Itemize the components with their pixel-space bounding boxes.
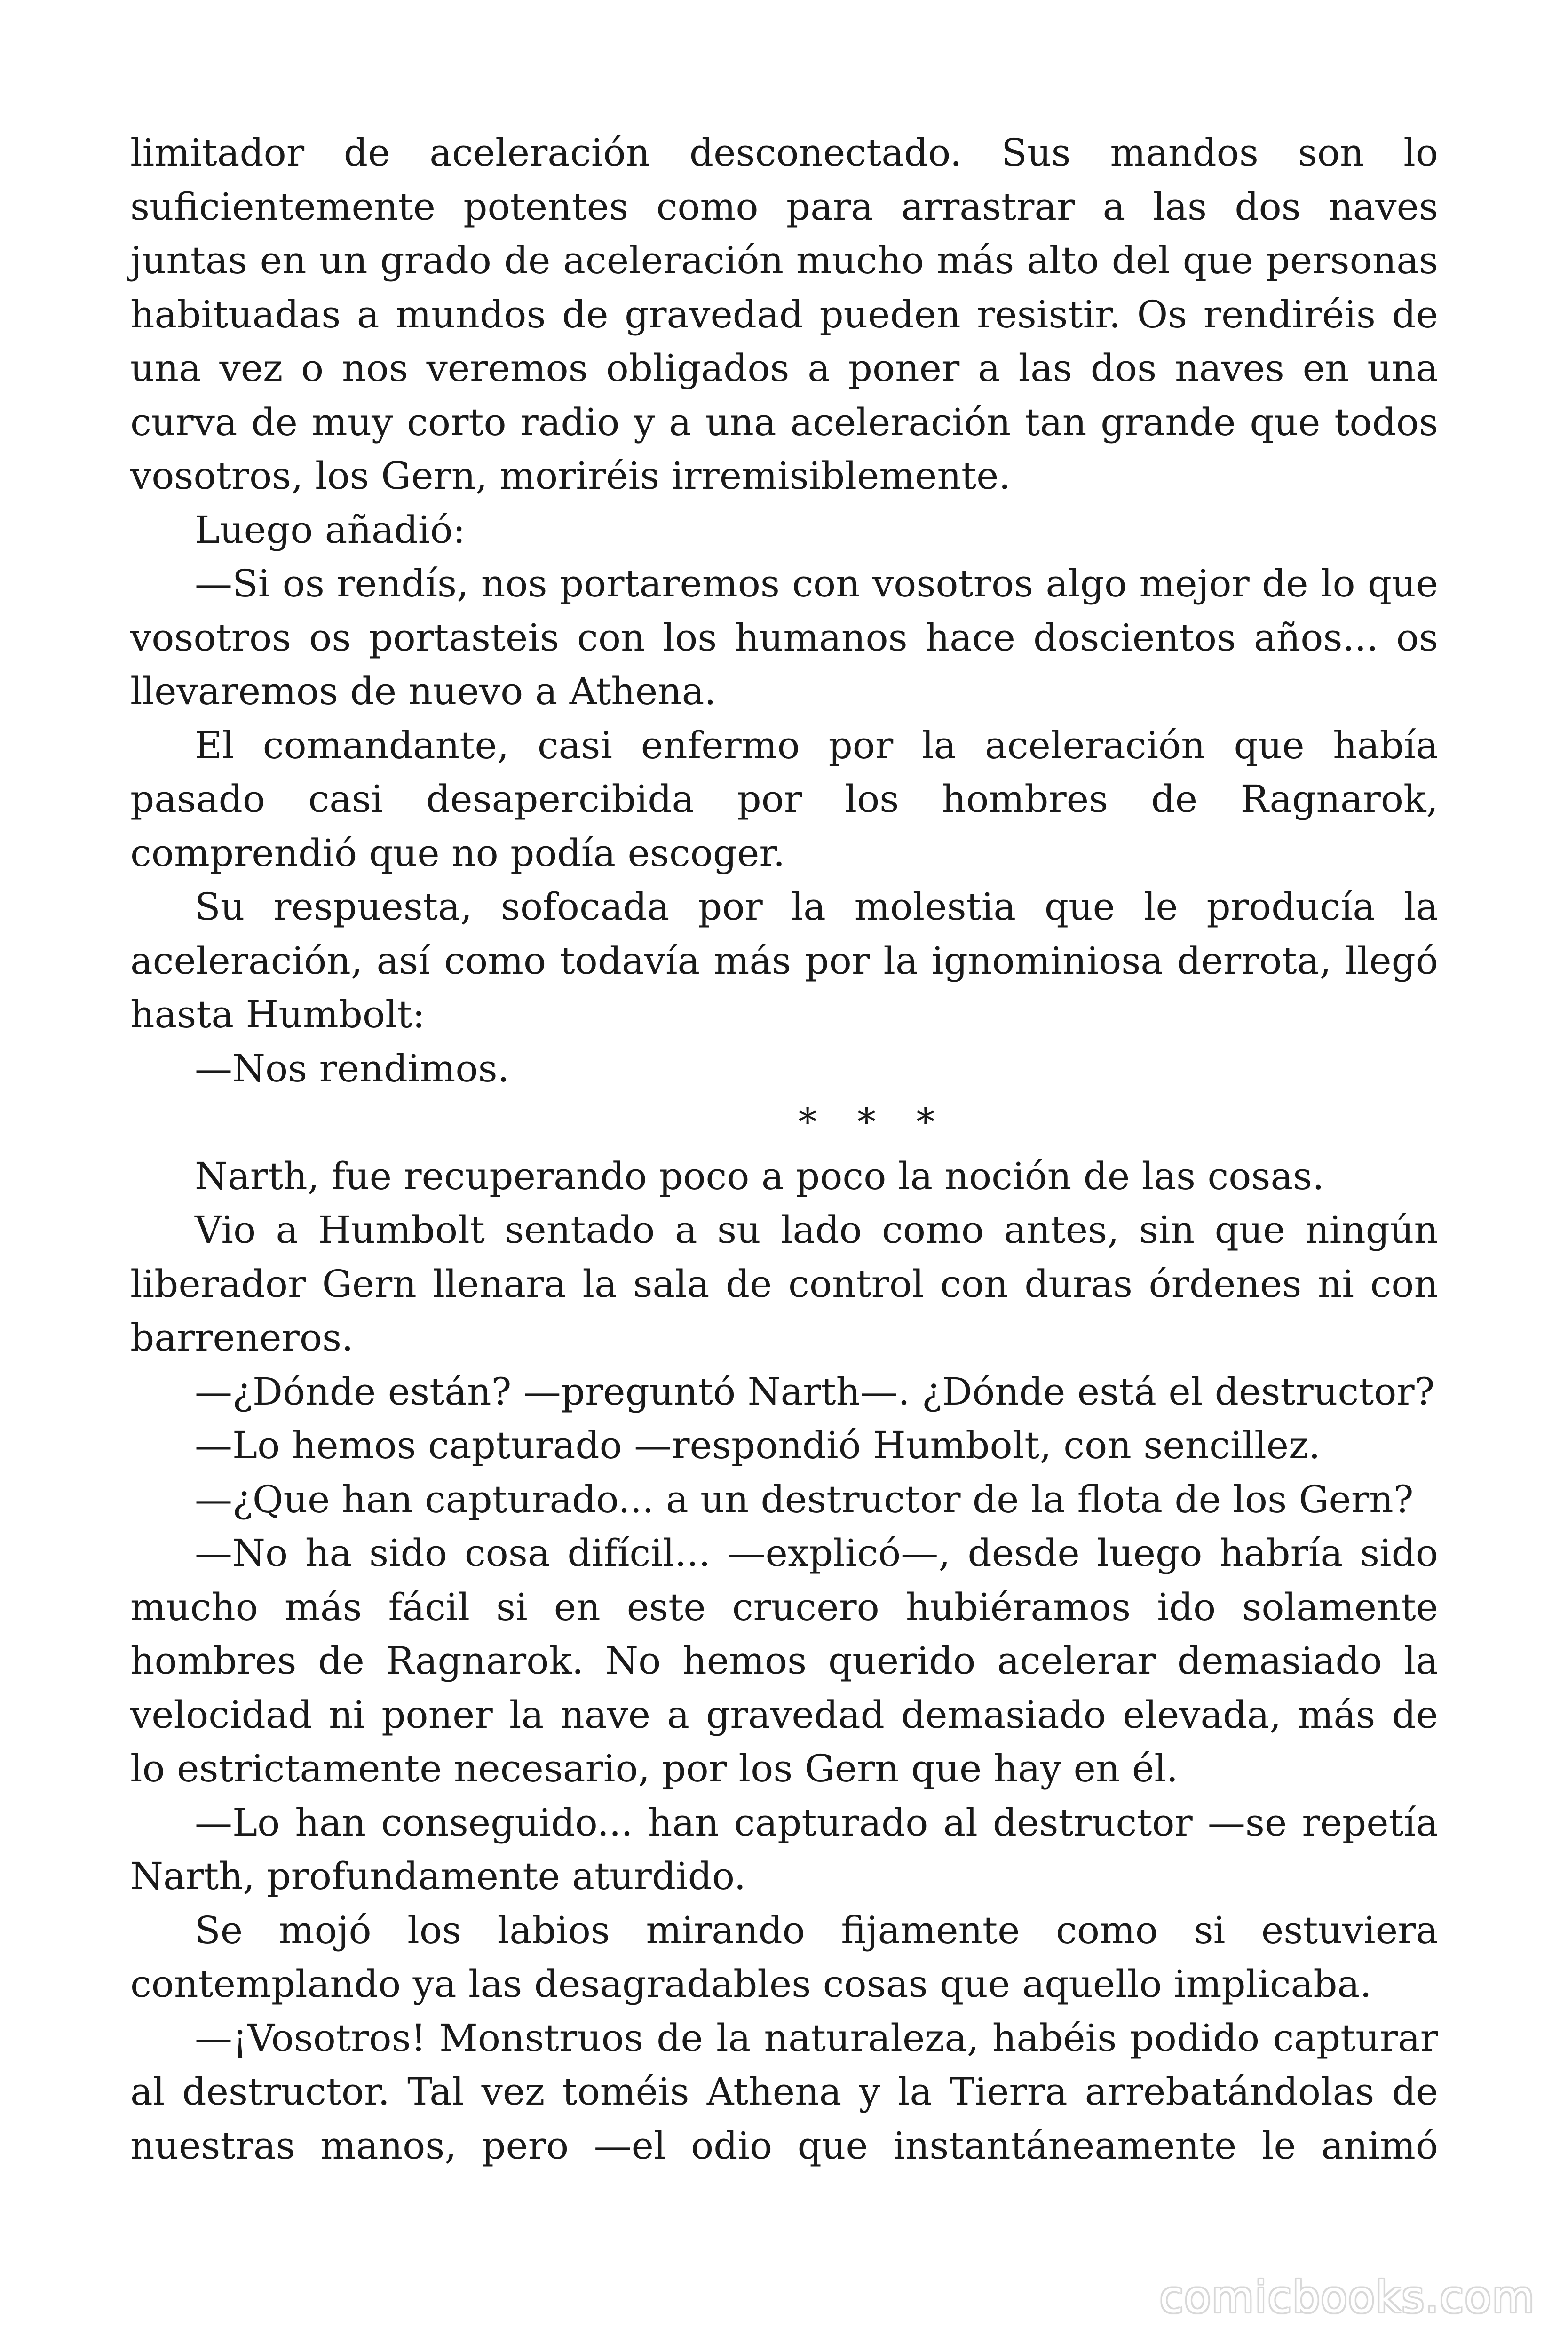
- paragraph-continued: limitador de aceleración desconectado. Sus mandos son lo suficientemente potentes como para arrastrar a las dos naves juntas en un grado de aceleración mucho más alto del que personas habituadas a mundos de gravedad pueden resistir. Os rendiréis de una vez o nos veremos obligados a poner a las dos naves en una curva de muy corto radio y a una aceleración tan grande que todos vosotros, los Gern, moriréis irremisiblemente.: [130, 131, 1438, 498]
- paragraph: Luego añadió:: [195, 508, 466, 552]
- watermark: comicbooks.com: [1159, 2272, 1535, 2322]
- paragraph: —Lo hemos capturado —respondió Humbolt, con sencillez.: [195, 1423, 1321, 1467]
- paragraph: Se mojó los labios mirando fijamente como si estuviera contemplando ya las desagradables cosas que aquello implicaba.: [130, 1908, 1438, 2006]
- paragraph: El comandante, casi enfermo por la aceleración que había pasado casi desapercibida por los hombres de Ragnarok, comprendió que no podía escoger.: [130, 723, 1438, 875]
- paragraph: —¿Dónde están? —preguntó Narth—. ¿Dónde está el destructor?: [195, 1369, 1435, 1414]
- paragraph: —Si os rendís, nos portaremos con vosotros algo mejor de lo que vosotros os portasteis con los humanos hace doscientos años... os llevaremos de nuevo a Athena.: [130, 562, 1438, 713]
- paragraph: Vio a Humbolt sentado a su lado como antes, sin que ningún liberador Gern llenara la sala de control con duras órdenes ni con barreneros.: [130, 1208, 1438, 1359]
- paragraph: Narth, fue recuperando poco a poco la noción de las cosas.: [195, 1154, 1324, 1198]
- paragraph: —Nos rendimos.: [195, 1046, 510, 1090]
- paragraph: —¿Que han capturado... a un destructor de la flota de los Gern?: [195, 1477, 1414, 1521]
- paragraph: —Lo han conseguido... han capturado al destructor —se repetía Narth, profundamente aturdido.: [130, 1800, 1438, 1898]
- paragraph: —No ha sido cosa difícil... —explicó—, desde luego habría sido mucho más fácil si en este crucero hubiéramos ido solamente hombres de Ragnarok. No hemos querido acelerar demasiado la velocidad ni poner la nave a gravedad demasiado elevada, más de lo estrictamente necesario, por los Gern que hay en él.: [130, 1531, 1438, 1790]
- paragraph-continues: —¡Vosotros! Monstruos de la naturaleza, habéis podido capturar al destructor. Tal vez toméis Athena y la Tierra arrebatándolas de nuestras manos, pero —el odio que instantáneamente le animó: [130, 2016, 1438, 2168]
- paragraph: Su respuesta, sofocada por la molestia que le producía la aceleración, así como todavía más por la ignominiosa derrota, llegó hasta Humbolt:: [130, 885, 1438, 1036]
- book-page: [130, 126, 1438, 2173]
- scene-break: * * *: [798, 1100, 949, 1144]
